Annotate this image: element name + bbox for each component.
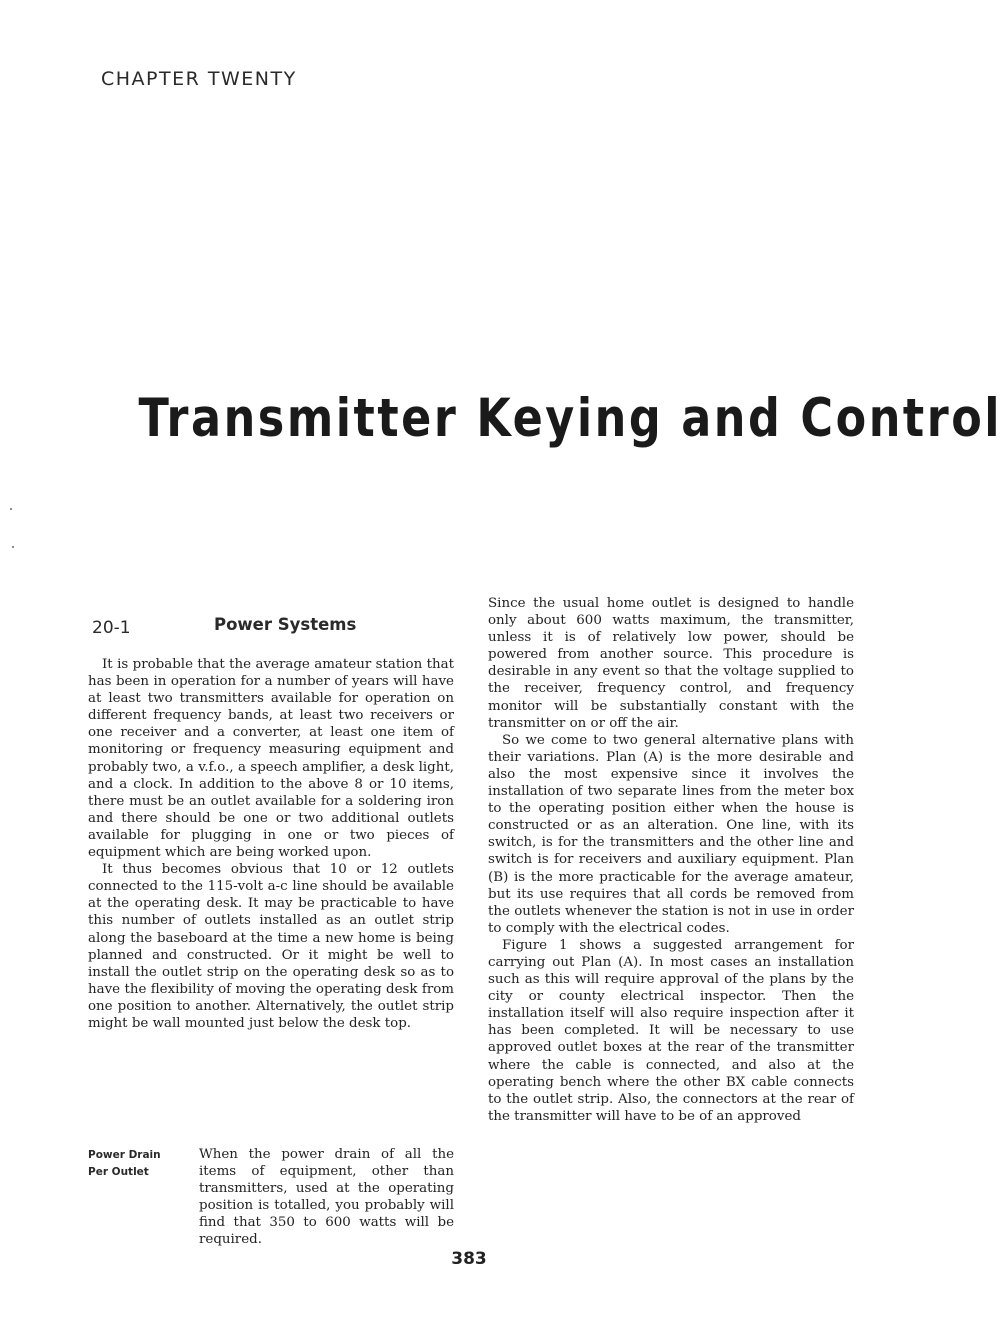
body-paragraph: Since the usual home outlet is designed to handle only about 600 watts maximum, the transmitter, unless it is of relatively low power, should be powered from another source. This procedure is desirable in any event so that the voltage supplied to the receiver, frequency control, and frequency monitor will be substantially constant with the transmitter on or off the air. <box>488 596 854 731</box>
body-paragraph: It is probable that the average amateur station that has been in operation for a number of years will have at least two transmitters available for operation on different frequency bands, at least two receivers or one receiver and a converter, at least one item of monitoring or frequency measuring equipment and probably two, a v.f.o., a speech amplifier, a desk light, and a clock. In addition to the above 8 or 10 items, there must be an outlet available for a soldering iron and there should be one or two additional outlets available for plugging in one or two pieces of equipment which are being worked upon. <box>88 657 454 861</box>
body-paragraph: It thus becomes obvious that 10 or 12 outlets connected to the 115-volt a-c line should be available at the operating desk. It may be practicable to have this number of outlets installed as an outlet strip along the baseboard at the time a new home is being planned and constructed. Or it might be well to install the outlet strip on the operating desk so as to have the flexibility of moving the operating desk from one position to another. Alternatively, the outlet strip might be wall mounted just below the desk top. <box>88 862 454 1031</box>
chapter-title: Transmitter Keying and Control <box>138 388 1002 449</box>
sidehead-label <box>88 1147 193 1181</box>
sidehead-text: When the power drain of all the items of equipment, other than transmitters, used at the operating position is totalled, you probably will find that 350 to 600 watts will be required. <box>199 1147 454 1248</box>
margin-speck <box>12 546 14 548</box>
body-paragraph: So we come to two general alternative plans with their variations. Plan (A) is the more desirable and also the most expensive since it involves the installation of two separate lines from the meter box to the operating position either when the house is constructed or as an alteration. One line, with its switch, is for the transmitters and the other line and switch is for receivers and auxiliary equipment. Plan (B) is the more practicable for the average amateur, but its use requires that all cords be removed from the outlets whenever the station is not in use in order to comply with the electrical codes. <box>488 732 854 936</box>
sidehead-line: Power Drain <box>88 1149 161 1161</box>
sidehead-block <box>88 1146 454 1249</box>
left-column <box>88 656 454 1032</box>
body-paragraph: Figure 1 shows a suggested arrangement for carrying out Plan (A). In most cases an installation such as this will require approval of the plans by the city or county electrical inspector. Then the installation itself will also require inspection after it has been completed. It will be necessary to use approved outlet boxes at the rear of the transmitter where the cable is connected, and also at the operating bench where the other BX cable connects to the outlet strip. Also, the connectors at the rear of the transmitter will have to be of an approved <box>488 937 854 1124</box>
page-number: 383 <box>451 1249 487 1269</box>
section-title: Power Systems <box>214 615 357 634</box>
margin-speck <box>10 508 12 510</box>
right-column <box>488 595 854 1125</box>
sidehead-line: Per Outlet <box>88 1166 149 1179</box>
chapter-label: CHAPTER TWENTY <box>101 68 297 90</box>
section-number: 20-1 <box>92 618 131 638</box>
